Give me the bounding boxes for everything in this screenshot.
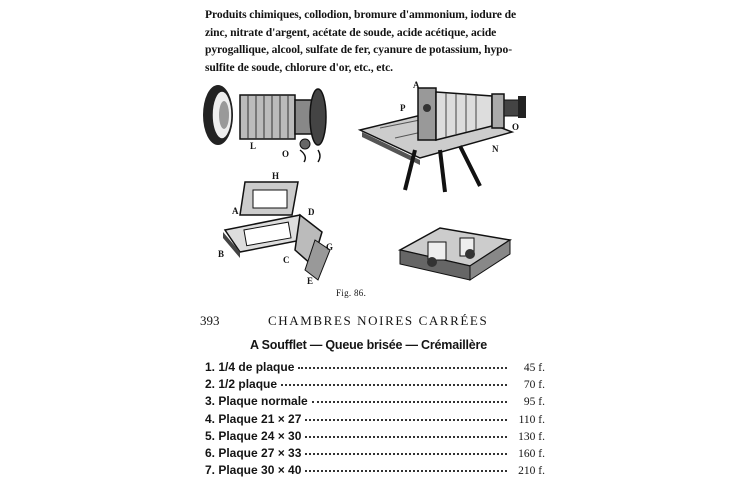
dot-leader: [298, 366, 507, 369]
price-row-label: 3. Plaque normale: [205, 394, 308, 409]
lens-cap-illustration: [203, 85, 233, 145]
price-row-price: 45 f.: [523, 362, 545, 374]
price-row-price: 210 f.: [518, 465, 545, 478]
dot-leader: [305, 418, 507, 421]
figure-letter: H: [272, 171, 280, 181]
price-row-label: 7. Plaque 30 × 40: [205, 463, 302, 478]
item-number: 393: [200, 313, 220, 328]
price-row-price: 110 f.: [518, 413, 545, 426]
plate-holder-illustration: [223, 182, 330, 280]
price-row-label: 4. Plaque 21 × 27: [205, 411, 302, 426]
figure-letter: D: [308, 207, 315, 217]
dot-leader: [305, 452, 507, 455]
dot-leader: [305, 435, 507, 438]
price-row: [205, 394, 545, 411]
price-row-label: 1. 1/4 de plaque: [205, 360, 295, 374]
price-row: [205, 446, 545, 463]
price-list: [205, 360, 545, 480]
price-row-price: 70 f.: [523, 379, 545, 392]
figure-letter: N: [492, 144, 499, 154]
camera-illustration: [360, 88, 526, 192]
price-row: [205, 463, 545, 480]
figure-letter: E: [307, 276, 314, 286]
intro-line: sulfite de soude, chlorure d'or, etc., etc.: [205, 60, 393, 74]
figure-letter: A: [232, 206, 239, 216]
intro-line: pyrogallique, alcool, sulfate de fer, cyanure de potassium, hypo-: [205, 43, 512, 57]
section-title: CHAMBRES NOIRES CARRÉES: [268, 313, 489, 328]
figure-letter: P: [400, 103, 406, 113]
price-row: [205, 429, 545, 446]
figure-letter: O: [512, 122, 520, 132]
dark-slide-illustration: [400, 228, 510, 280]
figure-letter: L: [250, 141, 257, 151]
price-row: [205, 377, 545, 394]
price-row-label: 6. Plaque 27 × 33: [205, 445, 302, 460]
figure-letter: G: [326, 242, 334, 252]
price-row-price: 160 f.: [518, 447, 545, 460]
figure-letter: A: [413, 80, 420, 90]
price-row-price: 130 f.: [518, 430, 545, 443]
price-row-label: 2. 1/2 plaque: [205, 377, 278, 392]
price-row-price: 95 f.: [523, 396, 545, 409]
figure-letter: C: [283, 255, 290, 265]
section-subtitle: A Soufflet — Queue brisée — Crémaillère: [250, 338, 487, 352]
figure-letter: B: [218, 249, 225, 259]
figure-caption: Fig. 86.: [336, 288, 367, 298]
intro-line: Produits chimiques, collodion, bromure d'ammonium, iodure de: [205, 8, 517, 21]
intro-line: zinc, nitrate d'argent, acétate de soude, acide acétique, acide: [205, 25, 497, 39]
dot-leader: [312, 400, 507, 403]
price-row-label: 5. Plaque 24 × 30: [205, 428, 302, 443]
figure-letter: O: [282, 149, 290, 159]
dot-leader: [281, 383, 507, 386]
price-row: [205, 412, 545, 429]
price-row: [205, 360, 545, 377]
